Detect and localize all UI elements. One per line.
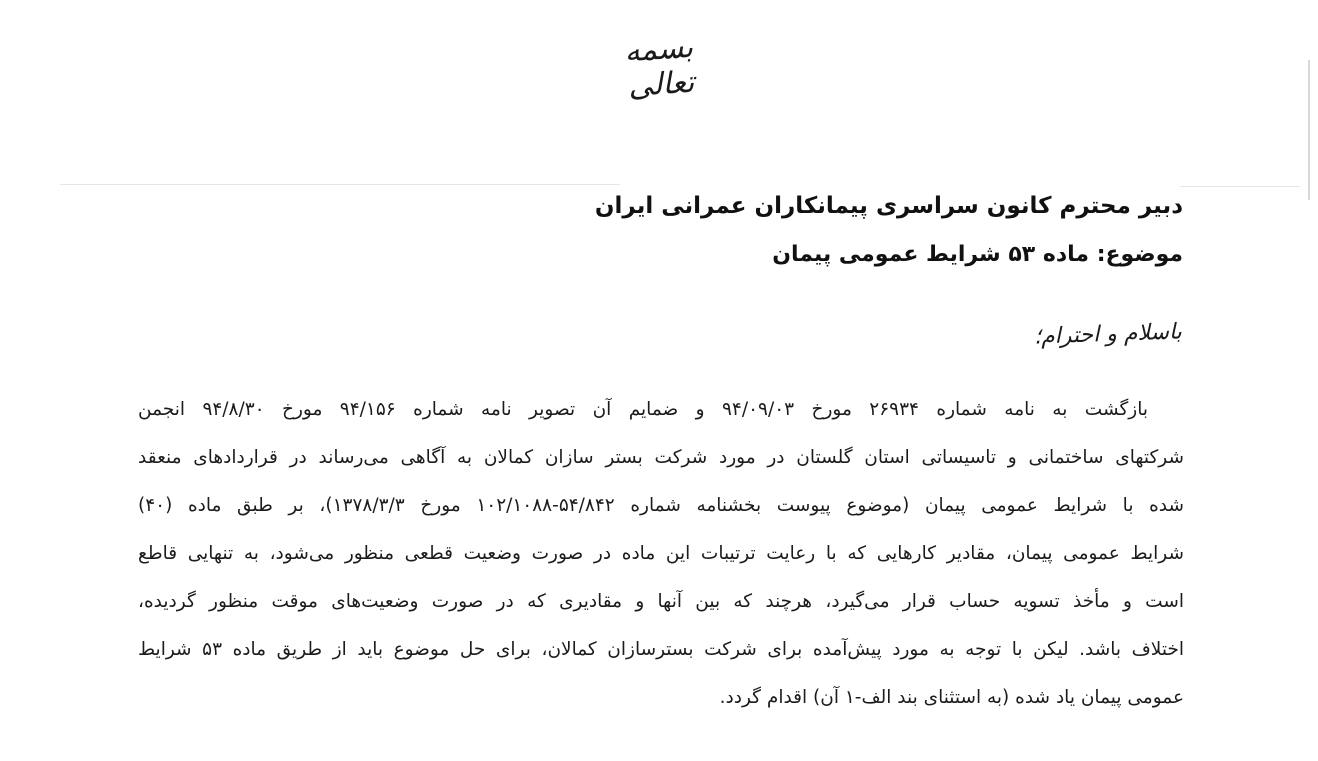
recipient-line [595, 193, 1183, 219]
scan-artifact-line [60, 184, 620, 185]
invocation-heading: بسمه تعالی [623, 29, 696, 105]
recipient-text: دبیر محترم کانون سراسری پیمانکاران عمرانی ایران [594, 193, 1183, 219]
body-line: عمومی پیمان یاد شده (به استثنای بند الف-۱ آن) اقدام گردد. [719, 687, 1184, 708]
body-line: شرکتهای ساختمانی و تاسیساتی استان گلستان در مورد شرکت بستر سازان کمالان به آگاهی می‌رساند در قراردادهای منعقد [138, 447, 1184, 468]
body-line: اختلاف باشد. لیکن با توجه به مورد پیش‌آمده برای شرکت بسترسازان کمالان، برای حل موضوع باید از طریق ماده ۵۳ شرایط [138, 639, 1184, 660]
body-line: شده با شرایط عمومی پیمان (موضوع پیوست بخشنامه شماره ۵۴/۸۴۲-۱۰۲/۱۰۸۸ مورخ ۱۳۷۸/۳/۳)، بر طبق ماده (۴۰) [138, 495, 1185, 516]
subject-line: موضوع: ماده ۵۳ شرایط عمومی پیمان [772, 242, 1183, 267]
greeting: باسلام و احترام؛ [1033, 319, 1183, 350]
body-line: است و مأخذ تسویه حساب قرار می‌گیرد، هرچند که بین آنها و مقادیری که در صورت وضعیت‌های موقت منظور گردیده، [138, 591, 1184, 612]
page-edge-mark [1308, 60, 1310, 200]
body-line: بازگشت به نامه شماره ۲۶۹۳۴ مورخ ۹۴/۰۹/۰۳ و ضمایم آن تصویر نامه شماره ۹۴/۱۵۶ مورخ ۹۴/۸/۳۰ انجمن [138, 399, 1148, 420]
scan-artifact-line [1180, 186, 1300, 187]
body-line: شرایط عمومی پیمان، مقادیر کارهایی که با رعایت ترتیبات این ماده در صورت وضعیت قطعی منظور می‌شود، به تنهایی قاطع [138, 543, 1184, 564]
letter-body [138, 386, 1184, 722]
